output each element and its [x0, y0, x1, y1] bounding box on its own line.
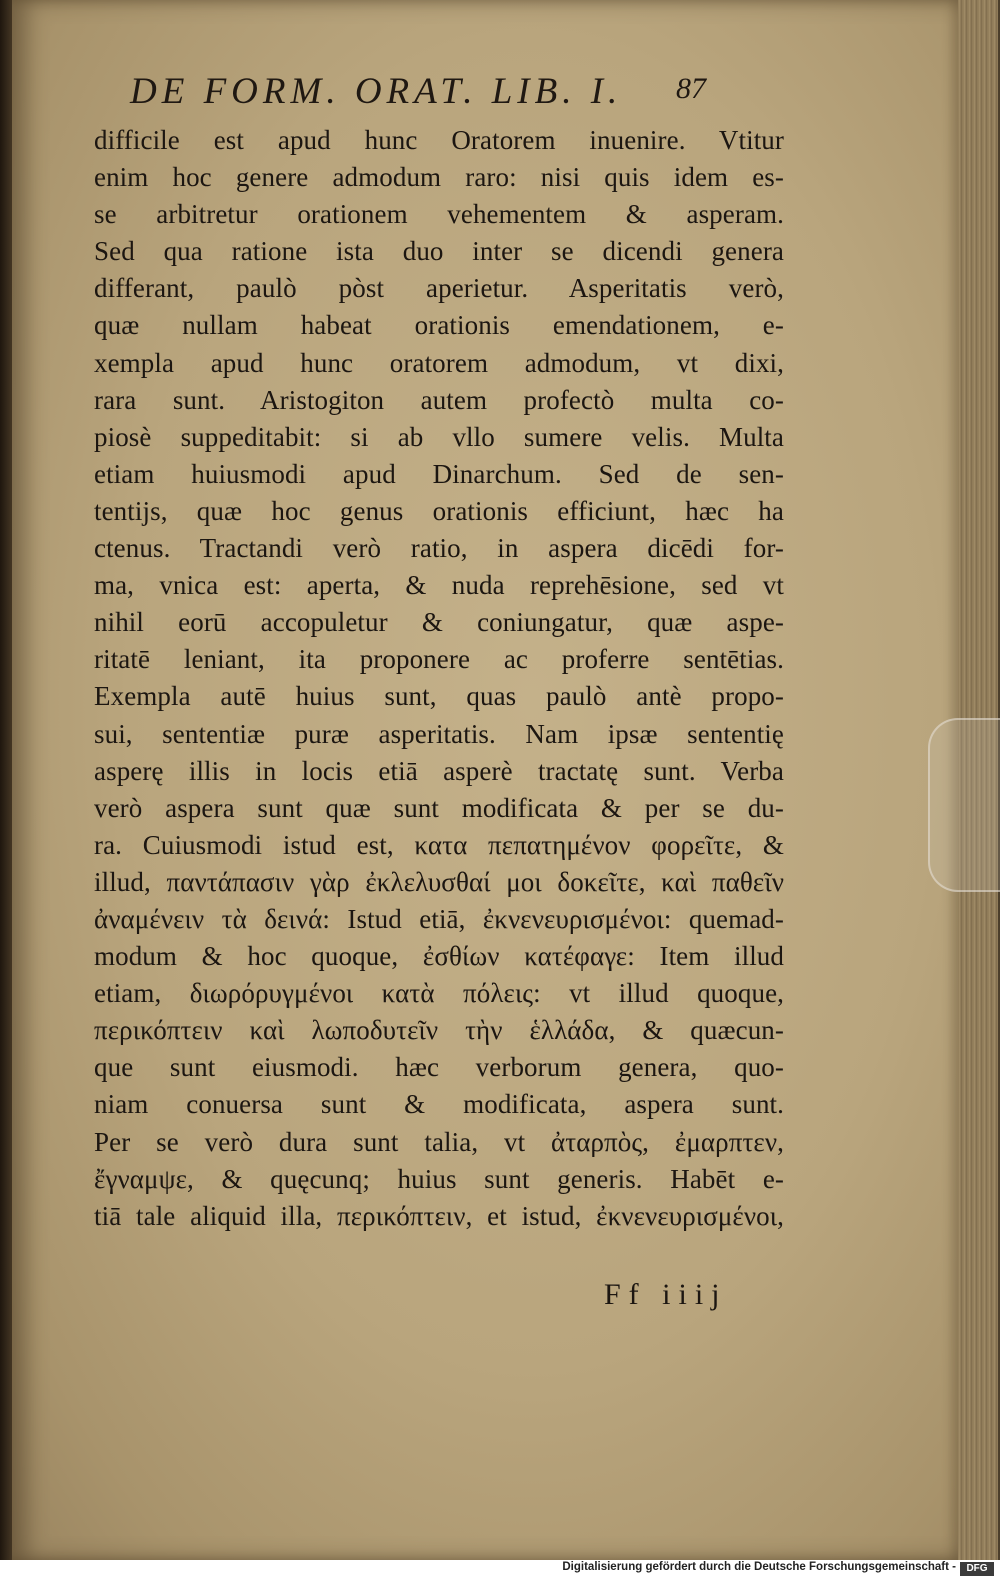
- text-line: sui, sententiæ puræ asperitatis. Nam ipsæ sententię: [94, 718, 784, 749]
- text-line: etiam huiusmodi apud Dinarchum. Sed de sen-: [94, 458, 784, 489]
- text-line: ctenus. Tractandi verò ratio, in aspera dicēdi for-: [94, 533, 784, 564]
- text-line: xempla apud hunc oratorem admodum, vt dixi,: [94, 347, 784, 378]
- running-head: DE FORM. ORAT. LIB. I.: [130, 71, 623, 112]
- signature-mark: Ff iiij: [604, 1278, 728, 1311]
- text-line: piosè suppeditabit: si ab vllo sumere velis. Multa: [94, 421, 784, 452]
- text-line: que sunt eiusmodi. hæc verborum genera, quo-: [94, 1052, 784, 1083]
- text-line: Exempla autē huius sunt, quas paulò antè propo-: [94, 681, 784, 712]
- text-line: difficile est apud hunc Oratorem inuenire. Vtitur: [94, 125, 784, 155]
- text-line: Per se verò dura sunt talia, vt ἀταρπὸς, ἐμαρπτεν,: [94, 1126, 784, 1157]
- page-clip: [928, 718, 1000, 892]
- text-line: differant, paulò pòst aperietur. Asperitatis verò,: [94, 273, 784, 304]
- text-line: verò aspera sunt quæ sunt modificata & per se du-: [94, 792, 784, 823]
- text-line: enim hoc genere admodum raro: nisi quis idem es-: [94, 162, 784, 193]
- body-text: [94, 122, 784, 1235]
- text-line: tiā tale aliquid illa, περικόπτειν, et istud, ἐκνενευρισμένοι,: [94, 1200, 784, 1231]
- digitization-footer: [0, 1560, 1000, 1578]
- text-line: se arbitretur orationem vehementem & asperam.: [94, 199, 784, 230]
- page-number: 87: [676, 72, 706, 105]
- text-line: modum & hoc quoque, ἐσθίων κατέφαγε: Item illud: [94, 941, 784, 972]
- text-line: ma, vnica est: aperta, & nuda reprehēsione, sed vt: [94, 570, 784, 601]
- text-line: niam conuersa sunt & modificata, aspera sunt.: [94, 1089, 784, 1120]
- text-line: Sed qua ratione ista duo inter se dicendi genera: [94, 236, 784, 267]
- page: [12, 0, 960, 1560]
- text-line: quæ nullam habeat orationis emendationem, e-: [94, 310, 784, 341]
- text-line: ἔγναμψε, & quęcunq; huius sunt generis. Habēt e-: [94, 1163, 784, 1194]
- text-line: illud, παντάπασιν γὰρ ἐκλελυσθαί μοι δοκεῖτε, καὶ παθεῖν: [94, 866, 784, 897]
- text-line: ra. Cuiusmodi istud est, κατα πεπατημένον φορεῖτε, &: [94, 829, 784, 860]
- text-line: etiam, διωρόρυγμένοι κατὰ πόλεις: vt illud quoque,: [94, 978, 784, 1009]
- text-line: ἀναμένειν τὰ δεινά: Istud etiā, ἐκνενευρισμένοι: quemad-: [94, 903, 784, 934]
- text-line: rara sunt. Aristogiton autem profectò multa co-: [94, 384, 784, 415]
- dfg-logo: DFG: [960, 1562, 994, 1576]
- text-line: ritatē leniant, ita proponere ac proferre sentētias.: [94, 644, 784, 675]
- text-line: tentijs, quæ hoc genus orationis efficiunt, hæc ha: [94, 495, 784, 526]
- text-line: περικόπτειν καὶ λωποδυτεῖν τὴν ἑλλάδα, & quæcun-: [94, 1015, 784, 1046]
- text-line: asperę illis in locis etiā asperè tractatę sunt. Verba: [94, 755, 784, 786]
- text-line: nihil eorū accopuletur & coniungatur, quæ aspe-: [94, 607, 784, 638]
- footer-credit: Digitalisierung gefördert durch die Deutsche Forschungsgemeinschaft -: [562, 1561, 956, 1573]
